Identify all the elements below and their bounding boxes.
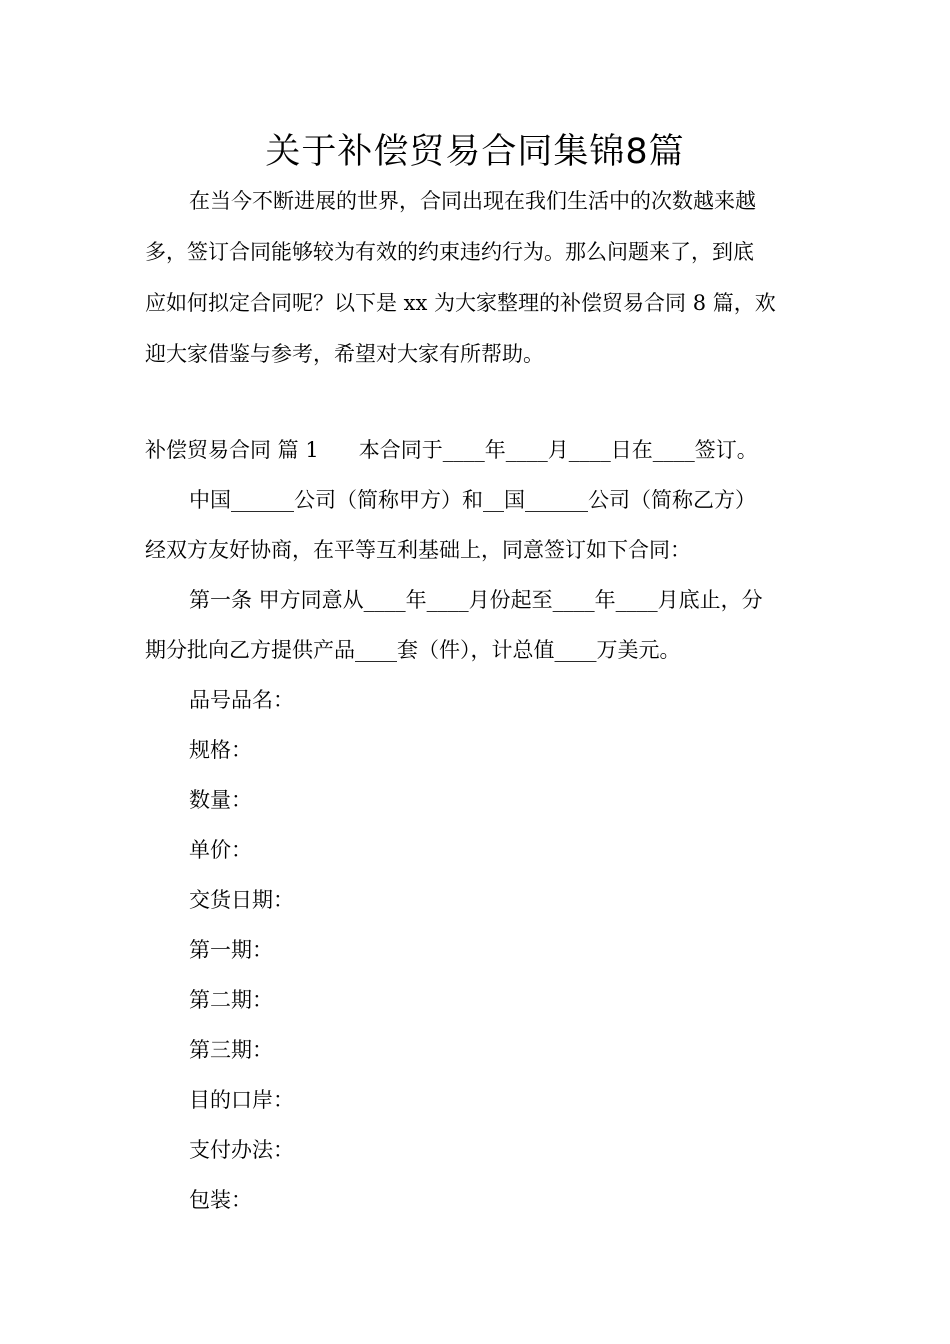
field-phase-3: 第三期： [189, 1038, 273, 1062]
field-quantity: 数量： [189, 788, 252, 812]
field-packaging: 包装： [189, 1188, 252, 1212]
field-unit-price: 单价： [189, 838, 252, 862]
section-heading: 补偿贸易合同 篇 1 [145, 438, 319, 462]
field-specification: 规格： [189, 738, 252, 762]
parties-line: 中国______公司（简称甲方）和__国______公司（简称乙方） [189, 488, 756, 512]
article-1-line: 第一条 甲方同意从____年____月份起至____年____月底止，分 [189, 588, 763, 612]
contract-date-sentence: 本合同于____年____月____日在____签订。 [358, 438, 758, 462]
field-phase-2: 第二期： [189, 988, 273, 1012]
intro-paragraph [145, 176, 809, 380]
field-delivery-date: 交货日期： [189, 888, 294, 912]
field-product-name: 品号品名： [189, 688, 294, 712]
intro-line: 应如何拟定合同呢？以下是 xx 为大家整理的补偿贸易合同 8 篇，欢 [145, 291, 776, 315]
document-title: 关于补偿贸易合同集锦8篇 [265, 132, 685, 172]
intro-line: 在当今不断进展的世界，合同出现在我们生活中的次数越来越 [189, 189, 756, 213]
section-heading-line [145, 425, 758, 476]
intro-line: 迎大家借鉴与参考，希望对大家有所帮助。 [145, 342, 544, 366]
field-destination-port: 目的口岸： [189, 1088, 294, 1112]
article-1-line: 期分批向乙方提供产品____套（件），计总值____万美元。 [145, 638, 681, 662]
field-phase-1: 第一期： [189, 938, 273, 962]
intro-line: 多，签订合同能够较为有效的约束违约行为。那么问题来了，到底 [145, 240, 754, 264]
field-payment-method: 支付办法： [189, 1138, 294, 1162]
parties-line: 经双方友好协商，在平等互利基础上，同意签订如下合同： [145, 538, 691, 562]
